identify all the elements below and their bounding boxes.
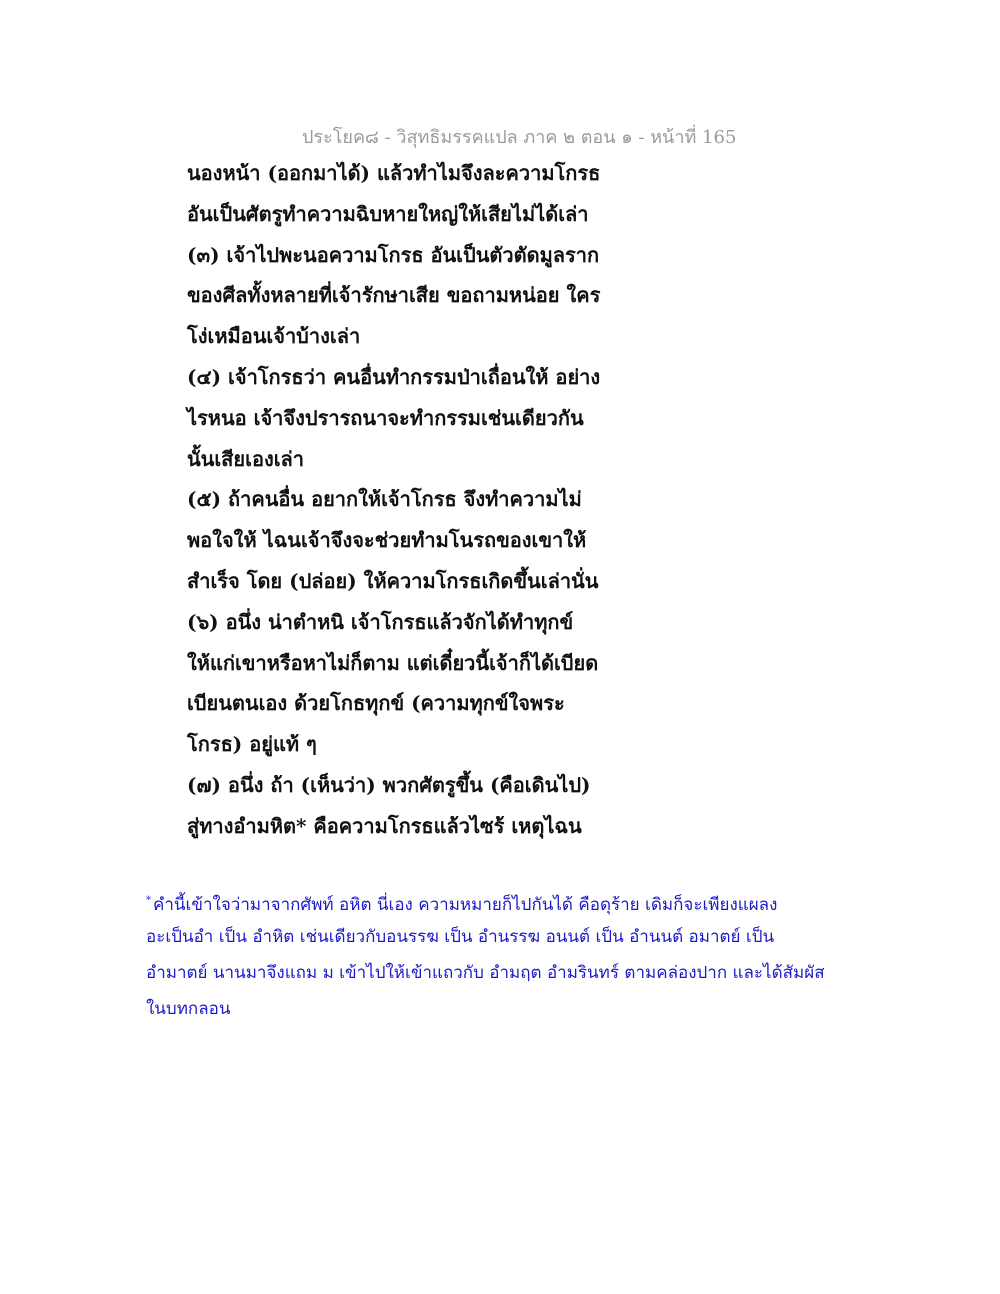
body-line: (๕) ถ้าคนอื่น อยากให้เจ้าโกรธ จึงทำความไม่ [187,487,582,512]
body-line: สู่ทางอำมหิต* คือความโกรธแล้วไซร้ เหตุไฉน [187,813,582,838]
footnote-text: คำนี้เข้าใจว่ามาจากศัพท์ อหิต นี่เอง ความหมายก็ไปกันได้ คือดุร้าย เดิมก็จะเพียงแผลง [153,895,778,915]
body-line: โกรธ) อยู่แท้ ๆ [187,732,317,757]
footnote-line: ในบทกลอน [146,999,231,1019]
body-text [187,160,607,854]
body-line: (๗) อนึ่ง ถ้า (เห็นว่า) พวกศัตรูขึ้น (คือเดินไป) [187,772,591,797]
body-line: โง่เหมือนเจ้าบ้างเล่า [187,324,361,349]
body-line: (๖) อนึ่ง น่าตำหนิ เจ้าโกรธแล้วจักได้ทำทุกข์ [187,609,574,634]
body-line: เบียนตนเอง ด้วยโกธทุกข์ (ความทุกข์ใจพระ [187,691,565,716]
body-line: ของศีลทั้งหลายที่เจ้ารักษาเสีย ขอถามหน่อย ใคร [187,283,601,308]
body-line: (๔) เจ้าโกรธว่า คนอื่นทำกรรมป่าเถื่อนให้ อย่าง [187,364,601,389]
body-line: นั้นเสียเองเล่า [187,446,305,471]
body-line: (๓) เจ้าไปพะนอความโกรธ อันเป็นตัวตัดมูลราก [187,242,600,267]
footnote-line: อำมาตย์ นานมาจึงแถม ม เข้าไปให้เข้าแถวกับ อำมฤต อำมรินทร์ ตามคล่องปาก และได้สัมผัส [146,963,825,983]
body-line: นองหน้า (ออกมาได้) แล้วทำไมจึงละความโกรธ [187,161,601,185]
body-line: ไรหนอ เจ้าจึงปรารถนาจะทำกรรมเช่นเดียวกัน [187,405,584,430]
body-line: สำเร็จ โดย (ปล่อย) ให้ความโกรธเกิดขึ้นเล่านั่น [187,568,599,593]
body-line: อันเป็นศัตรูทำความฉิบหายใหญ่ให้เสียไม่ได้เล่า [187,201,589,226]
footnote-line [146,888,836,924]
page-header: ประโยค๘ - วิสุทธิมรรคแปล ภาค ๒ ตอน ๑ - หน้าที่ 165 [302,127,737,148]
body-line: พอใจให้ ไฉนเจ้าจึงจะช่วยทำมโนรถของเขาให้ [187,528,587,553]
body-line: ให้แก่เขาหรือหาไม่ก็ตาม แต่เดี๋ยวนี้เจ้าก็ได้เบียด [187,650,599,675]
footnote [146,888,836,1032]
footnote-line: อะเป็นอำ เป็น อำหิต เช่นเดียวกับอนรรฆ เป็น อำนรรฆ อนนต์ เป็น อำนนต์ อมาตย์ เป็น [146,927,775,947]
footnote-marker: * [146,895,151,906]
